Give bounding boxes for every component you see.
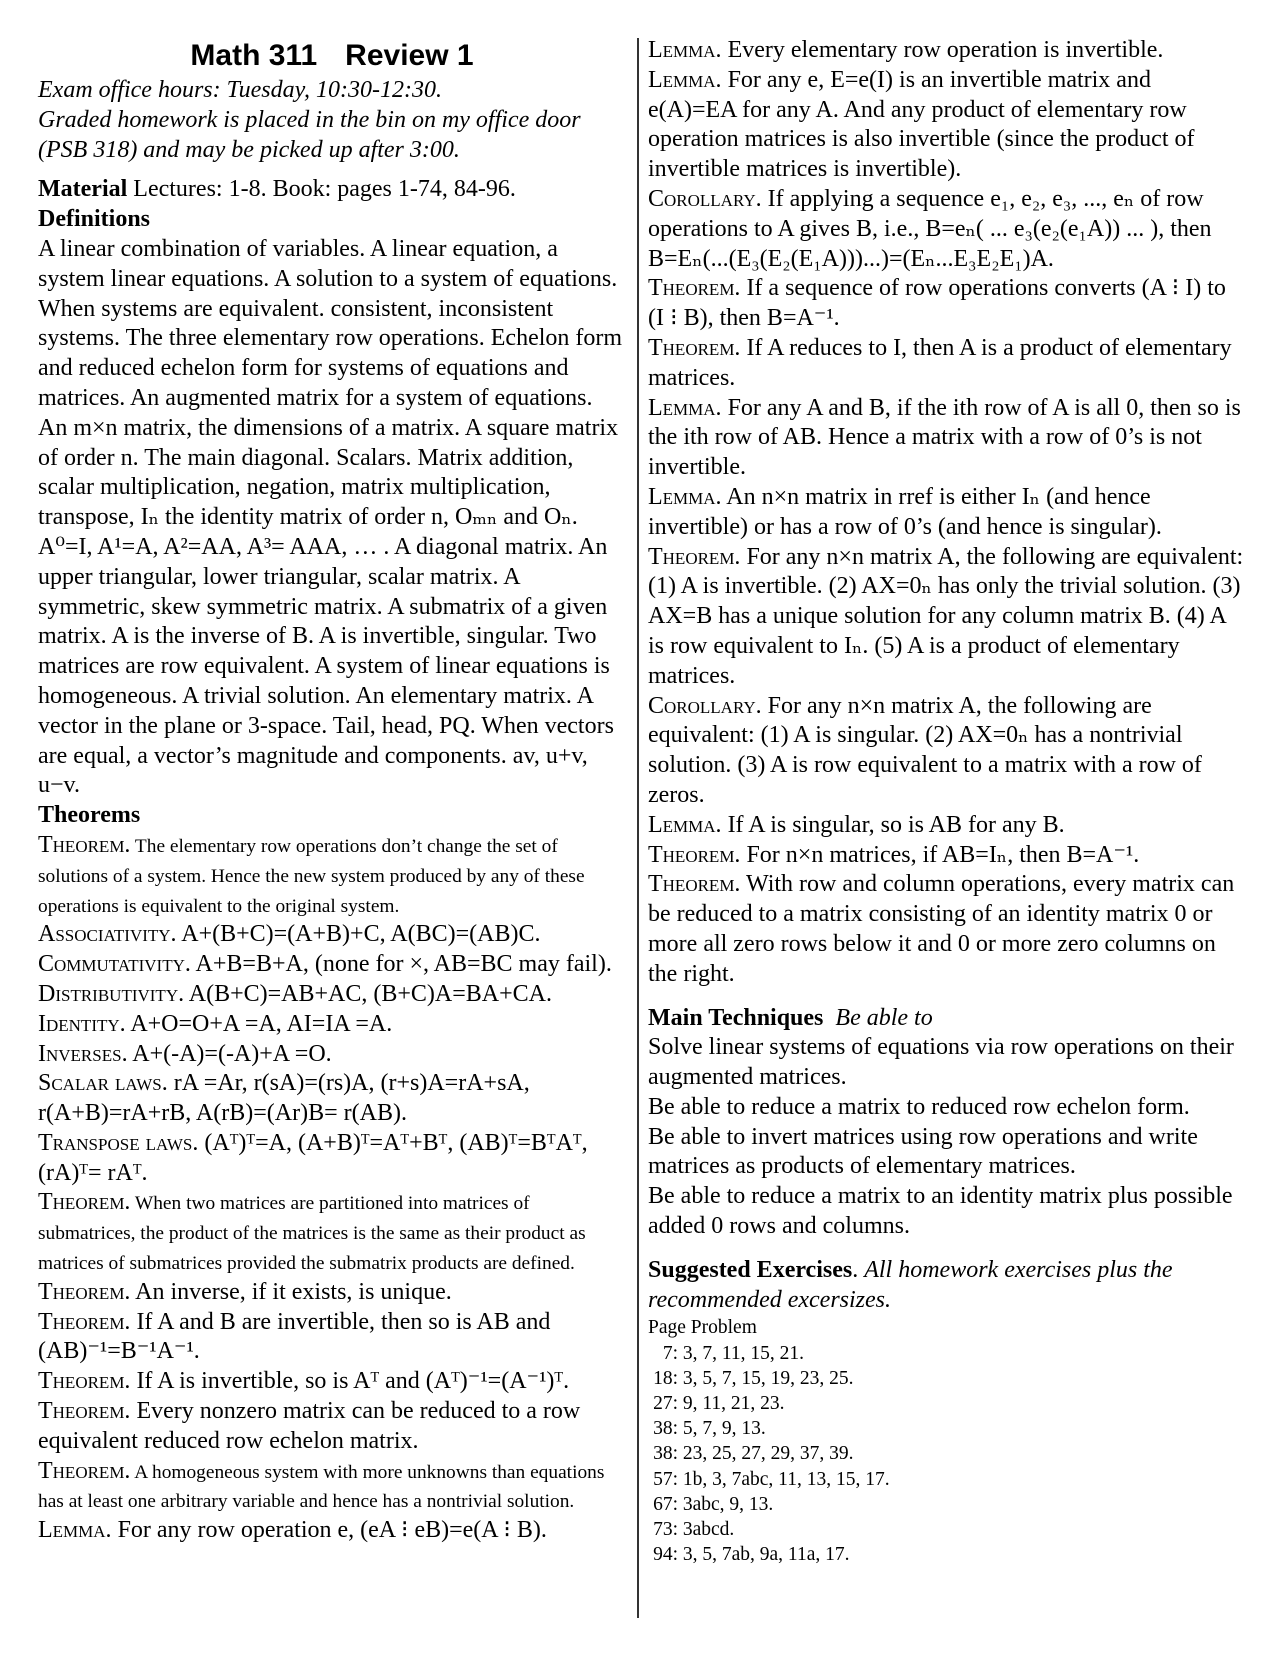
item-label: Distributivity. <box>38 980 185 1007</box>
right-item <box>648 692 1244 811</box>
right-theorem-list <box>648 36 1244 990</box>
item-text: The elementary row operations don’t change the set of solutions of a system. Hence the new system produced by any of these operations is equivalent to the original system. <box>38 835 585 917</box>
item-label: Theorem. <box>648 841 741 868</box>
exercise-row <box>648 1467 1244 1492</box>
exercise-row <box>648 1366 1244 1391</box>
review-title: Review 1 <box>345 39 474 72</box>
exercise-problems: 3, 5, 7ab, 9a, 11a, 17. <box>682 1544 850 1566</box>
item-text: If A is invertible, so is Aᵀ and (Aᵀ)⁻¹=(A⁻¹)ᵀ. <box>130 1368 570 1395</box>
item-label: Lemma. <box>648 394 722 421</box>
item-text: With row and column operations, every matrix can be reduced to a matrix consisting of an identity matrix 0 or more all zero rows below it and 0 or more zero columns on the right. <box>648 871 1235 987</box>
right-item <box>648 483 1244 543</box>
item-text: When two matrices are partitioned into matrices of submatrices, the product of the matrices is the same as their product as matrices of submatrices provided the submatrix products are defined. <box>38 1193 586 1275</box>
item-text: For any e, E=e(I) is an invertible matrix and e(A)=EA for any A. And any product of elementary row operation matrices is also invertible (since the product of invertible matrices is invertible). <box>648 66 1195 183</box>
left-column <box>38 36 626 1546</box>
item-text: For any n×n matrix A, the following are equivalent: (1) A is invertible. (2) AX=0ₙ has only the trivial solution. (3) AX=B has a unique solution for any column matrix B. (4) A is row equivalent to Iₙ. (5) A is a product of elementary matrices. <box>648 543 1244 689</box>
course-title: Math 311 <box>190 39 318 72</box>
techniques-heading: Main Techniques <box>648 1004 824 1031</box>
item-label: Corollary. <box>648 185 762 212</box>
item-text: Every elementary row operation is invertible. <box>721 37 1164 63</box>
item-text: An n×n matrix in rref is either Iₙ (and hence invertible) or has a row of 0’s (and hence is singular). <box>648 483 1162 540</box>
item-label: Theorem. <box>648 275 741 302</box>
item-text: If A reduces to I, then A is a product of elementary matrices. <box>648 334 1232 391</box>
item-text: If A and B are invertible, then so is AB and (AB)⁻¹=B⁻¹A⁻¹. <box>38 1308 551 1365</box>
exercise-page: 73: <box>653 1519 678 1541</box>
item-text: If a sequence of row operations converts (A ⁝ I) to (I ⁝ B), then B=A⁻¹. <box>648 275 1226 332</box>
left-item <box>38 950 626 980</box>
item-text: A homogeneous system with more unknowns than equations has at least one arbitrary variable and hence has a nontrivial solution. <box>38 1461 605 1513</box>
left-item <box>38 1367 626 1397</box>
definitions-heading: Definitions <box>38 206 151 233</box>
left-item <box>38 1129 626 1189</box>
left-item <box>38 1188 626 1277</box>
techniques-header <box>648 1004 1244 1034</box>
item-label: Inverses. <box>38 1040 128 1067</box>
item-text: For any row operation e, (eA ⁝ eB)=e(A ⁝ B). <box>111 1517 547 1544</box>
left-item <box>38 1278 626 1308</box>
item-label: Theorem. <box>38 1278 131 1305</box>
item-label: Identity. <box>38 1010 126 1037</box>
exercise-page: 94: <box>653 1544 678 1566</box>
exercise-row <box>648 1517 1244 1542</box>
technique-item: Be able to reduce a matrix to reduced row echelon form. <box>648 1093 1190 1120</box>
item-label: Theorem. <box>38 1189 131 1216</box>
definitions-body: A linear combination of variables. A linear equation, a system linear equations. A solution to a system of equations. When systems are equivalent. consistent, inconsistent systems. The three elementary row operations. Echelon form and reduced echelon form for systems of equations and matrices. An augmented matrix for a system of equations. An m×n matrix, the dimensions of a matrix. A square matrix of order n. The main diagonal. Scalars. Matrix addition, scalar multiplication, negation, matrix multiplication, transpose, Iₙ the identity matrix of order n, Oₘₙ and Oₙ. A⁰=I, A¹=A, A²=AA, A³= AAA, … . A diagonal matrix. An upper triangular, lower triangular, scalar matrix. A symmetric, skew symmetric matrix. A submatrix of a given matrix. A is the inverse of B. A is invertible, singular. Two matrices are row equivalent. A system of linear equations is homogeneous. A trivial solution. An elementary matrix. A vector in the plane or 3-space. Tail, head, PQ. When vectors are equal, a vector’s magnitude and components. av, u+v, u−v. <box>38 235 623 799</box>
exercise-problems: 23, 25, 27, 29, 37, 39. <box>682 1443 854 1465</box>
item-label: Theorem. <box>648 334 741 361</box>
item-label: Corollary. <box>648 692 762 719</box>
right-item <box>648 870 1244 989</box>
item-label: Transpose laws. <box>38 1129 199 1156</box>
item-label: Lemma. <box>648 37 722 63</box>
left-item <box>38 831 626 920</box>
techniques-list <box>648 1033 1244 1242</box>
item-label: Theorem. <box>38 1457 131 1484</box>
material-text: Lectures: 1-8. Book: pages 1-74, 84-96. <box>127 176 516 203</box>
techniques-subheading: Be able to <box>835 1004 933 1031</box>
exercises-heading: Suggested Exercises <box>648 1256 853 1283</box>
left-item <box>38 980 626 1010</box>
right-item <box>648 394 1244 483</box>
exercise-problems: 1b, 3, 7abc, 11, 13, 15, 17. <box>682 1468 890 1490</box>
material-line <box>38 175 626 205</box>
item-text: For any n×n matrix A, the following are equivalent: (1) A is singular. (2) AX=0ₙ has a nontrivial solution. (3) A is row equivalent to a matrix with a row of zeros. <box>648 692 1202 808</box>
item-text: A+B=B+A, (none for ×, AB=BC may fail). <box>190 951 612 978</box>
material-label: Material <box>38 176 128 203</box>
item-text: A+O=O+A =A, AI=IA =A. <box>125 1010 393 1037</box>
exercise-problems: 3abc, 9, 13. <box>682 1493 774 1515</box>
technique-item: Be able to invert matrices using row operations and write matrices as products of elementary matrices. <box>648 1123 1198 1180</box>
item-text: For n×n matrices, if AB=Iₙ, then B=A⁻¹. <box>740 841 1140 868</box>
item-label: Scalar laws. <box>38 1070 168 1097</box>
item-label: Lemma. <box>648 811 722 838</box>
left-item <box>38 1040 626 1070</box>
left-item <box>38 1397 626 1457</box>
right-item <box>648 185 1244 274</box>
right-item <box>648 543 1244 692</box>
left-item <box>38 1010 626 1040</box>
theorems-heading: Theorems <box>38 802 141 829</box>
exercise-problems: 3, 7, 11, 15, 21. <box>682 1342 805 1364</box>
right-item <box>648 274 1244 334</box>
left-item <box>38 1516 626 1546</box>
exercise-page: 57: <box>653 1468 678 1490</box>
exercise-page: 7: <box>662 1342 678 1364</box>
office-hours: Exam office hours: Tuesday, 10:30-12:30. <box>38 77 442 103</box>
exercise-page: 38: <box>653 1418 678 1440</box>
item-label: Lemma. <box>648 483 722 510</box>
left-item <box>38 920 626 950</box>
technique-item: Solve linear systems of equations via row operations on their augmented matrices. <box>648 1034 1234 1091</box>
item-label: Theorem. <box>38 831 131 858</box>
item-text: A+(-A)=(-A)+A =O. <box>127 1040 332 1067</box>
exercises-header: Suggested Exercises. All homework exercises plus the recommended excersizes. <box>648 1256 1173 1313</box>
item-text: A(B+C)=AB+AC, (B+C)A=BA+CA. <box>184 980 553 1007</box>
item-label: Theorem. <box>38 1368 131 1395</box>
right-item <box>648 334 1244 394</box>
item-text: (Aᵀ)ᵀ=A, (A+B)ᵀ=Aᵀ+Bᵀ, (AB)ᵀ=BᵀAᵀ, (rA)ᵀ= rAᵀ. <box>38 1129 588 1186</box>
item-text: rA =Ar, r(sA)=(rs)A, (r+s)A=rA+sA, r(A+B)=rA+rB, A(rB)=(Ar)B= r(AB). <box>38 1070 530 1127</box>
column-divider <box>637 38 639 1618</box>
exercise-problems: 3, 5, 7, 15, 19, 23, 25. <box>682 1367 854 1389</box>
exercise-row <box>648 1391 1244 1416</box>
item-label: Lemma. <box>38 1517 112 1544</box>
right-item <box>648 811 1244 841</box>
exercise-problems: 9, 11, 21, 23. <box>682 1393 785 1415</box>
item-label: Theorem. <box>648 543 741 570</box>
exercises-column-header: Page Problem <box>648 1317 757 1339</box>
item-text: If applying a sequence e₁, e₂, e₃, ..., eₙ of row operations to A gives B, i.e., B=eₙ( ... e₃(e₂(e₁A)) ... ), then B=Eₙ(...(E₃(E₂(E₁A)))...)=(Eₙ...E₃E₂E₁)A. <box>648 185 1212 272</box>
exercises-subheading: All homework exercises plus the recommended excersizes. <box>648 1256 1173 1313</box>
exercises-table <box>648 1341 1244 1568</box>
page-title <box>38 36 626 76</box>
item-text: An inverse, if it exists, is unique. <box>130 1278 452 1305</box>
exercise-problems: 5, 7, 9, 13. <box>682 1418 766 1440</box>
exercise-row <box>648 1441 1244 1466</box>
item-text: A+(B+C)=(A+B)+C, A(BC)=(AB)C. <box>176 921 541 948</box>
item-label: Commutativity. <box>38 951 191 978</box>
homework-note: Graded homework is placed in the bin on my office door (PSB 318) and may be picked up after 3:00. <box>38 106 581 163</box>
item-label: Theorem. <box>648 871 741 898</box>
item-label: Theorem. <box>38 1308 131 1335</box>
item-label: Associativity. <box>38 921 177 948</box>
item-label: Theorem. <box>38 1398 131 1425</box>
exercise-row <box>648 1416 1244 1441</box>
item-text: Every nonzero matrix can be reduced to a row equivalent reduced row echelon matrix. <box>38 1398 581 1454</box>
item-text: If A is singular, so is AB for any B. <box>721 811 1065 838</box>
exercise-row <box>648 1341 1244 1366</box>
exercise-page: 38: <box>653 1443 678 1465</box>
left-item <box>38 1069 626 1129</box>
technique-item: Be able to reduce a matrix to an identity matrix plus possible added 0 rows and columns. <box>648 1183 1233 1240</box>
right-column <box>648 36 1244 1568</box>
exercise-row <box>648 1542 1244 1567</box>
exercise-row <box>648 1492 1244 1517</box>
exercise-page: 27: <box>653 1393 678 1415</box>
exercise-problems: 3abcd. <box>682 1519 735 1541</box>
item-text: For any A and B, if the ith row of A is all 0, then so is the ith row of AB. Hence a matrix with a row of 0’s is not invertible. <box>648 394 1241 481</box>
item-label: Lemma. <box>648 66 722 93</box>
left-item <box>38 1308 626 1368</box>
right-item <box>648 66 1244 185</box>
exercise-page: 67: <box>653 1493 678 1515</box>
left-item <box>38 1457 626 1517</box>
exercise-page: 18: <box>653 1367 678 1389</box>
right-item <box>648 36 1244 66</box>
right-item <box>648 841 1244 871</box>
left-theorem-list <box>38 831 626 1546</box>
